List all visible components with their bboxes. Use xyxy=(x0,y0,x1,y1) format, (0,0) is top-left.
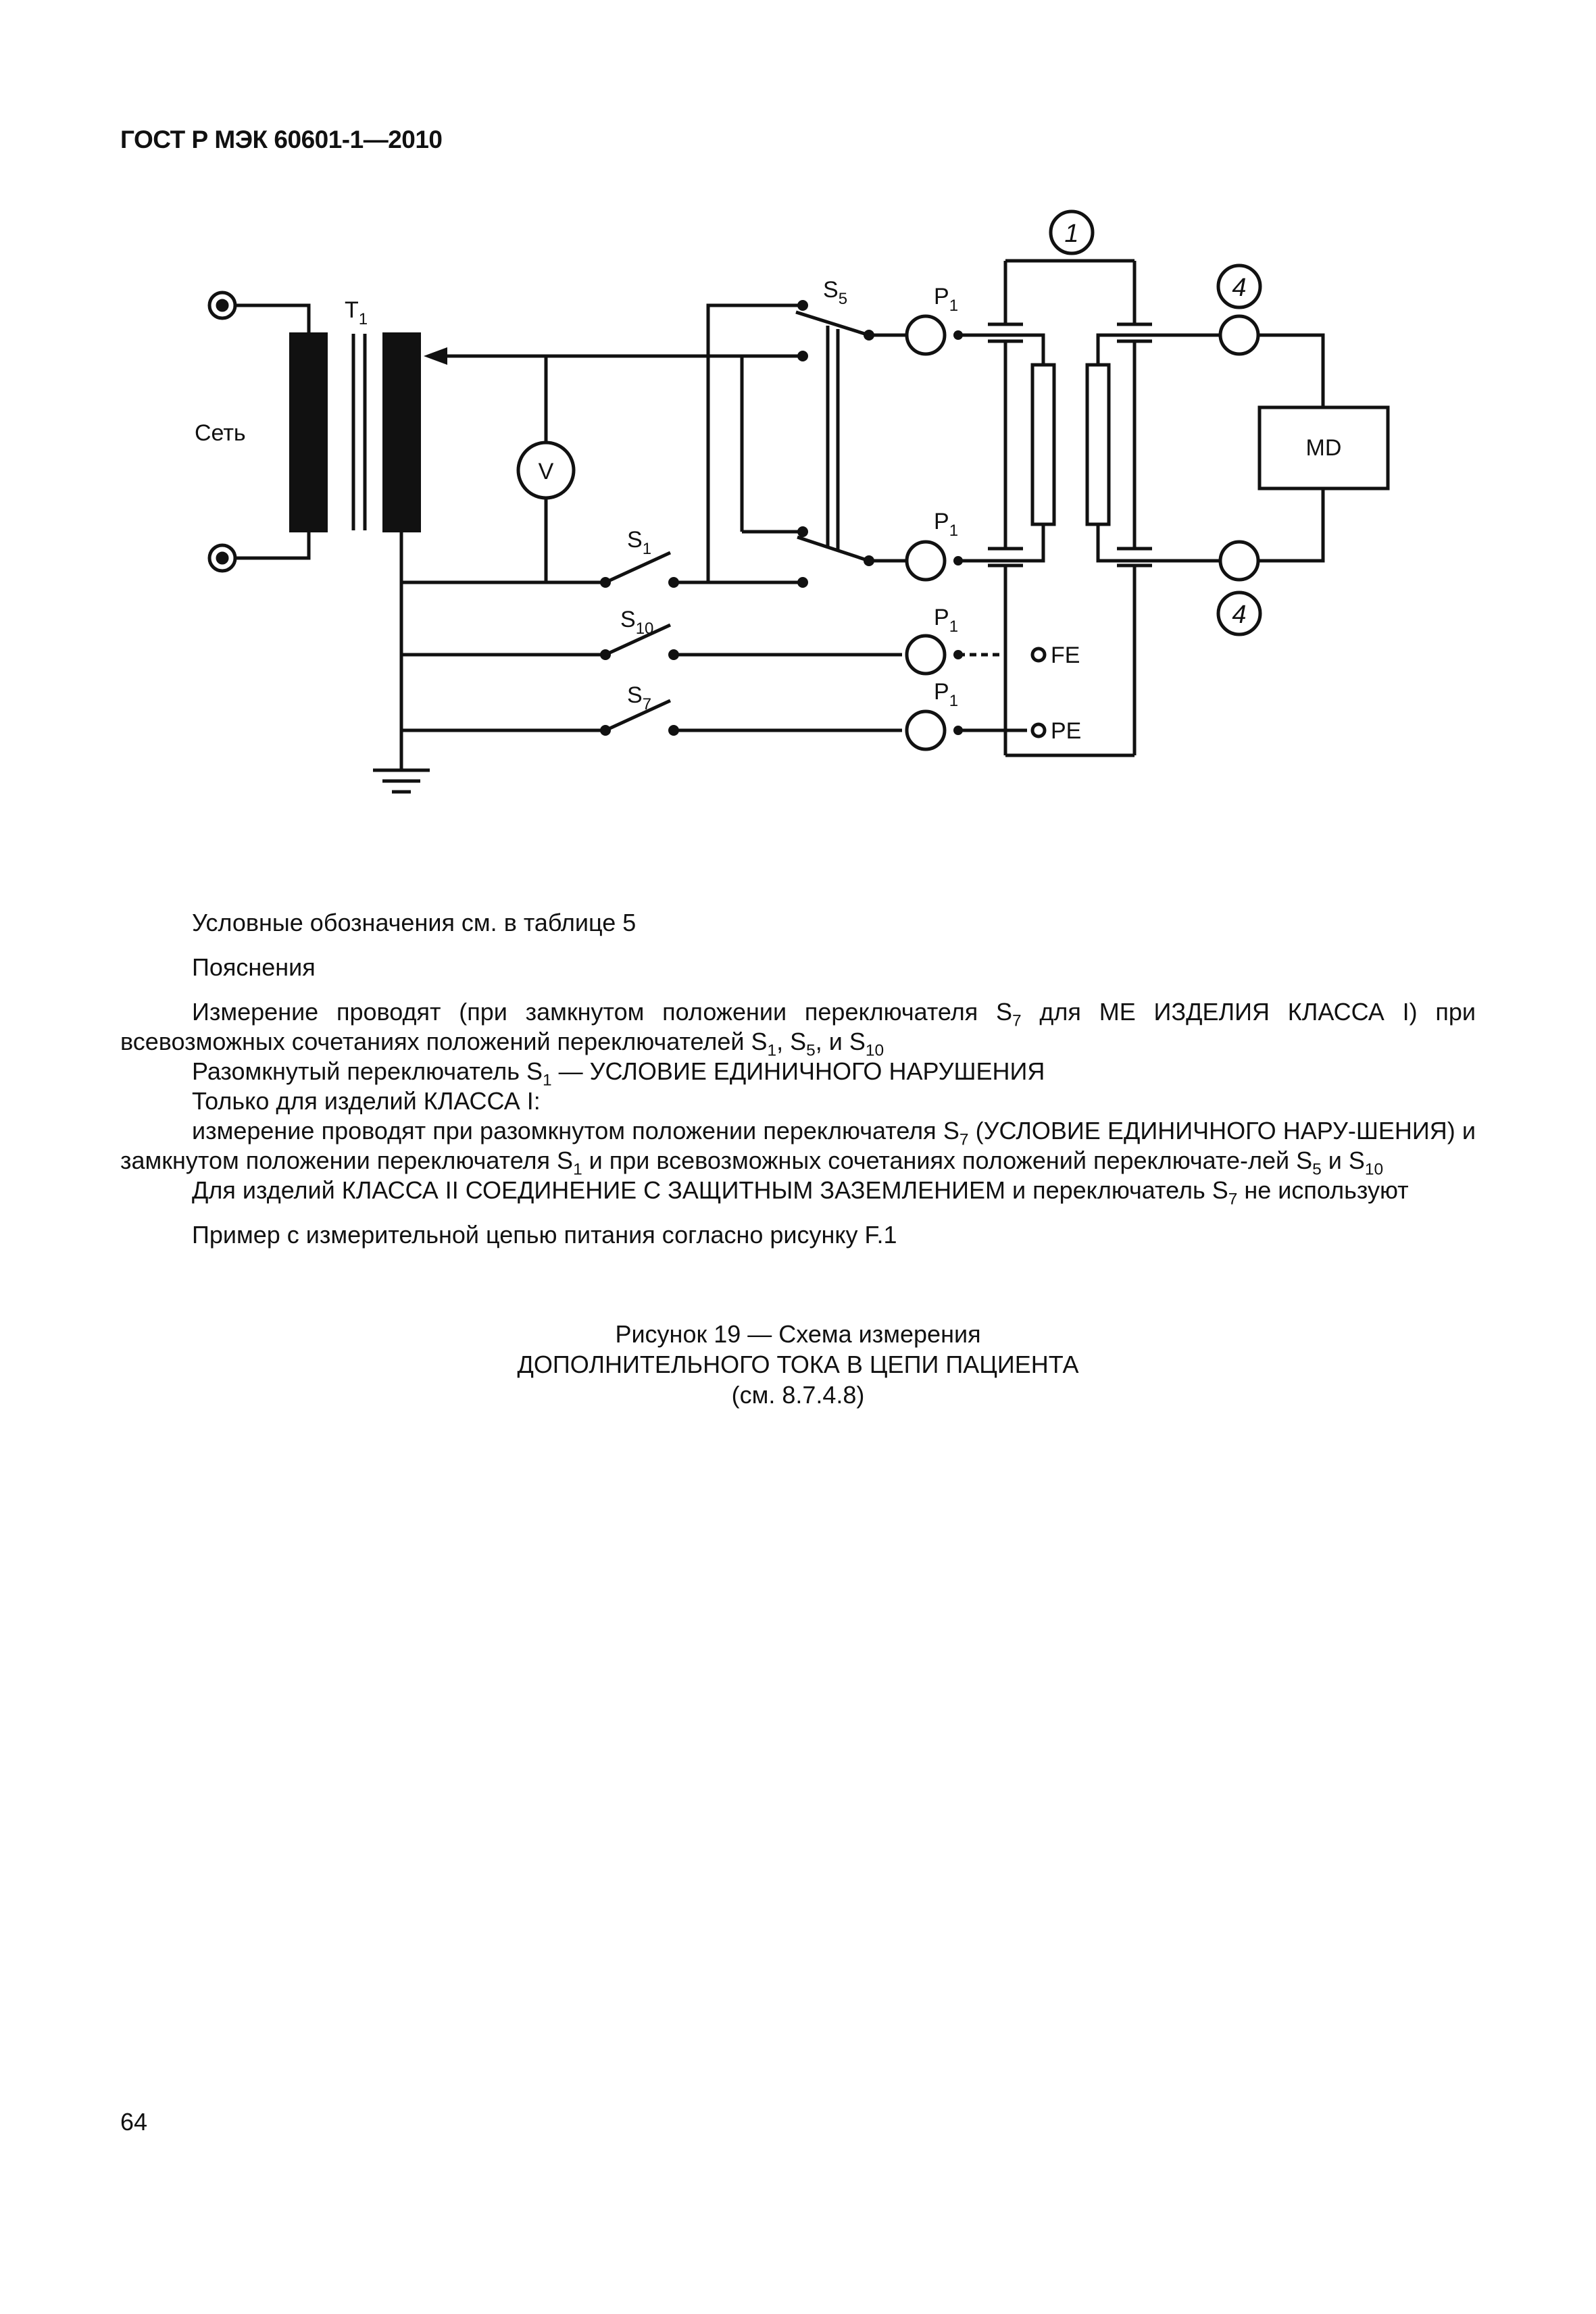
resistor-left xyxy=(1032,365,1054,524)
voltmeter-label: V xyxy=(538,459,554,484)
explanations-heading: Пояснения xyxy=(192,953,316,981)
resistor-right xyxy=(1087,365,1109,524)
switch-s7-label: $S_7$ xyxy=(627,682,652,713)
measurement-circuit-diagram xyxy=(0,0,1596,851)
device-label: MD xyxy=(1305,435,1342,461)
mains-terminal-top xyxy=(209,293,235,318)
callout-4-bottom xyxy=(1218,593,1260,634)
svg-text:4: 4 xyxy=(1232,274,1247,302)
class1-heading: Только для изделий КЛАССА I: xyxy=(192,1087,541,1115)
mains-label: Сеть xyxy=(195,420,246,446)
probe-p1-top xyxy=(907,316,945,354)
patient-terminal-top xyxy=(1220,316,1258,354)
class2-paragraph: Для изделий КЛАССА II СОЕДИНЕНИЕ С ЗАЩИТНЫМ ЗАЗЕМЛЕНИЕМ и переключатель $S_7$ не используют xyxy=(192,1176,1409,1209)
figure-caption xyxy=(120,1319,1476,1410)
patient-terminal-bottom xyxy=(1220,542,1258,580)
probe-label-1: $P_1$ xyxy=(934,284,959,315)
caption-line-3: (см. 8.7.4.8) xyxy=(731,1381,865,1409)
pe-label: PE xyxy=(1051,718,1082,744)
tap-arrow-icon xyxy=(424,347,447,365)
mains-terminal-bottom xyxy=(209,545,235,571)
svg-text:4: 4 xyxy=(1232,601,1247,629)
switch-s1-label: $S_1$ xyxy=(627,527,652,558)
example-paragraph: Пример с измерительной цепью питания согласно рисунку F.1 xyxy=(192,1221,897,1249)
caption-line-2: ДОПОЛНИТЕЛЬНОГО ТОКА В ЦЕПИ ПАЦИЕНТА xyxy=(517,1351,1079,1378)
probe-label-4: $P_1$ xyxy=(934,679,959,710)
probe-label-3: $P_1$ xyxy=(934,605,959,636)
class1-paragraph: измерение проводят при разомкнутом положении переключателя $S_7$ (УСЛОВИЕ ЕДИНИЧНОГО НАРУ-ШЕНИЯ) и замкнутом положении переключателя $S_1$ и при всевозможных сочетаниях положений переключате-лей $S_5$ и $S_{10}$ xyxy=(120,1117,1476,1179)
callout-4-top xyxy=(1218,266,1260,307)
switch-s5-label: $S_5$ xyxy=(823,277,848,308)
probe-p1-middle xyxy=(907,542,945,580)
document-header: ГОСТ Р МЭК 60601-1—2010 xyxy=(120,126,443,153)
switch-s5 xyxy=(742,300,874,588)
page-number: 64 xyxy=(120,2108,148,2136)
callout-1 xyxy=(1051,211,1093,253)
transformer-t1 xyxy=(289,332,421,532)
pe-terminal xyxy=(1032,724,1045,736)
ground-symbol-icon xyxy=(373,770,430,792)
switch-s1 xyxy=(600,553,679,588)
fe-label: FE xyxy=(1051,643,1080,668)
symbols-reference: Условные обозначения см. в таблице 5 xyxy=(192,909,637,936)
open-switch-paragraph: Разомкнутый переключатель $S_1$ — УСЛОВИЕ ЕДИНИЧНОГО НАРУШЕНИЯ xyxy=(192,1057,1045,1090)
switch-s10-label: $S_{10}$ xyxy=(620,607,654,638)
fe-terminal xyxy=(1032,649,1045,661)
probe-p1-fe xyxy=(907,636,945,674)
probe-label-2: $P_1$ xyxy=(934,509,959,540)
caption-line-1: Рисунок 19 — Схема измерения xyxy=(615,1320,981,1348)
probe-p1-pe xyxy=(907,711,945,749)
notes-block xyxy=(120,908,1476,1250)
svg-text:1: 1 xyxy=(1064,220,1079,248)
transformer-label: $T_1$ xyxy=(345,297,368,328)
measurement-paragraph: Измерение проводят (при замкнутом положении переключателя $S_7$ для МЕ ИЗДЕЛИЯ КЛАССА I) при всевозможных сочетаниях положений переключателей $S_1$, $S_5$, и $S_{10}$ xyxy=(120,998,1476,1060)
